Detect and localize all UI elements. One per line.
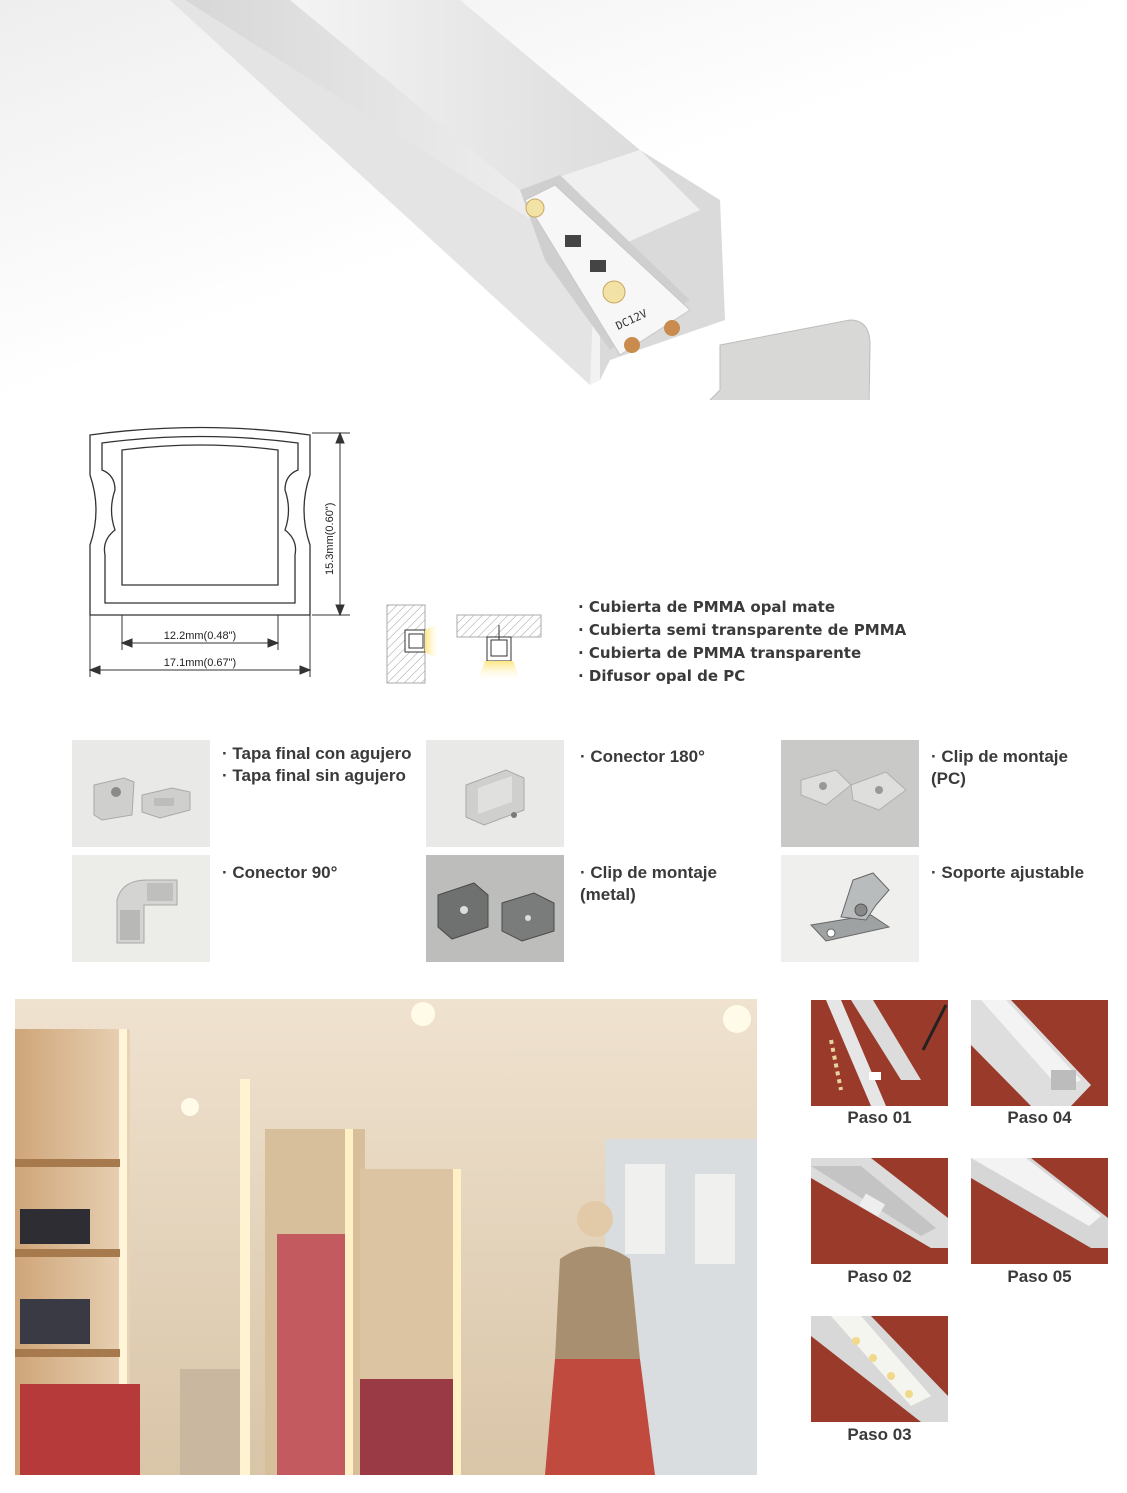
- step-03-label: Paso 03: [847, 1425, 912, 1444]
- height-dimension-label: 15.3mm(0.60"): [324, 502, 336, 575]
- cover-option: · Cubierta de PMMA opal mate: [578, 598, 836, 616]
- cover-option: · Cubierta semi transparente de PMMA: [578, 621, 907, 639]
- accessory-label: · Soporte ajustable: [931, 863, 1085, 882]
- step-02-photo: [811, 1158, 948, 1264]
- cover-options-list: [578, 596, 906, 688]
- inner-width-dimension-label: 12.2mm(0.48"): [163, 630, 237, 642]
- end-cap-labels: [222, 743, 412, 787]
- connector-90-photo: [72, 855, 210, 962]
- step-01-photo: [811, 1000, 948, 1106]
- clip-pc-labels: [931, 746, 1068, 790]
- adjustable-bracket-photo: [781, 855, 919, 962]
- step-05-photo: [971, 1158, 1108, 1264]
- accessory-label: (metal): [580, 885, 636, 904]
- accessory-label: · Clip de montaje: [931, 747, 1068, 766]
- clip-pc-photo: [781, 740, 919, 847]
- aluminum-profile-photo: [0, 0, 1127, 400]
- accessory-label: · Conector 90°: [222, 863, 338, 882]
- connector-180-photo: [426, 740, 564, 847]
- accessory-label: · Clip de montaje: [580, 863, 717, 882]
- step-04-label: Paso 04: [1007, 1108, 1072, 1127]
- accessory-label: (PC): [931, 769, 966, 788]
- wall-mount-icon: [385, 600, 440, 685]
- accessory-label: · Tapa final con agujero: [222, 744, 412, 763]
- cover-option: · Cubierta de PMMA transparente: [578, 644, 862, 662]
- cover-option: · Difusor opal de PC: [578, 667, 746, 685]
- ceiling-mount-icon: [455, 600, 543, 685]
- step-05-label: Paso 05: [1007, 1267, 1072, 1286]
- store-application-photo: [15, 999, 757, 1475]
- connector-90-labels: [222, 862, 337, 884]
- end-cap-photo: [72, 740, 210, 847]
- strip-marking: DC12V: [613, 306, 650, 333]
- step-02-label: Paso 02: [847, 1267, 912, 1286]
- profile-cross-section-diagram: [80, 415, 365, 685]
- step-01-label: Paso 01: [847, 1108, 912, 1127]
- clip-metal-labels: [580, 862, 717, 906]
- outer-width-dimension-label: 17.1mm(0.67"): [163, 657, 237, 669]
- step-04-photo: [971, 1000, 1108, 1106]
- accessory-label: · Tapa final sin agujero: [222, 766, 406, 785]
- accessory-label: · Conector 180°: [580, 747, 705, 766]
- adjustable-bracket-labels: [931, 862, 1084, 884]
- clip-metal-photo: [426, 855, 564, 962]
- step-03-photo: [811, 1316, 948, 1422]
- connector-180-labels: [580, 746, 705, 768]
